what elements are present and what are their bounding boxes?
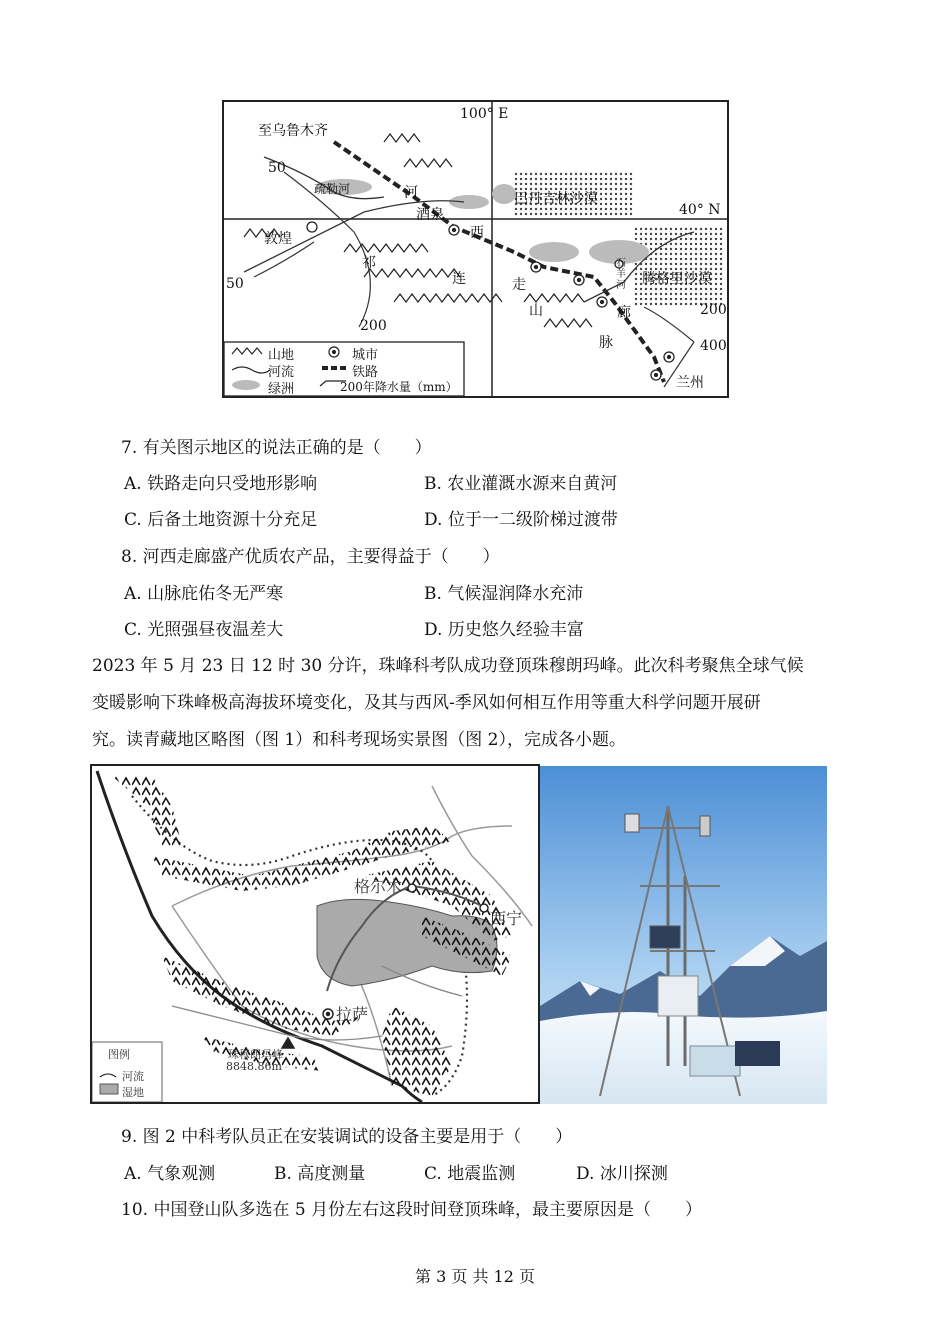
question-9-option-d[interactable]: D. 冰川探测 (576, 1164, 668, 1184)
xi-label: 西 (470, 225, 484, 241)
legend-wetland-label: 湿地 (122, 1086, 144, 1099)
question-10-stem: 10. 中国登山队多选在 5 月份左右这段时间登顶珠峰，最主要原因是（ ） (121, 1200, 703, 1220)
legend-city: 城市 (352, 348, 379, 363)
question-7-option-c[interactable]: C. 后备土地资源十分充足 (124, 510, 318, 530)
question-8-option-d[interactable]: D. 历史悠久经验丰富 (424, 620, 584, 640)
qinghai-tibet-map-graphic (92, 766, 538, 1102)
question-7-option-a[interactable]: A. 铁路走向只受地形影响 (124, 474, 318, 494)
question-7-option-b[interactable]: B. 农业灌溉水源来自黄河 (424, 474, 618, 494)
tengger-desert-label: 腾格里沙漠 (642, 271, 712, 287)
hexi-corridor-map (222, 100, 729, 398)
question-9-option-c[interactable]: C. 地震监测 (424, 1164, 516, 1184)
zou-label: 走 (512, 277, 526, 293)
question-9-option-a[interactable]: A. 气象观测 (124, 1164, 216, 1184)
badain-desert-label: 巴丹吉林沙漠 (514, 191, 598, 207)
latitude-label: 40° N (679, 202, 721, 218)
jiuquan-label: 酒泉 (416, 207, 444, 223)
lang-label: 廊 (617, 305, 631, 321)
isohyet-400-label: 400 (700, 338, 727, 354)
question-7-stem: 7. 有关图示地区的说法正确的是（ ） (121, 438, 432, 458)
field-station-photo-graphic (540, 766, 827, 1104)
passage (92, 648, 852, 759)
xining-label: 西宁 (490, 909, 523, 928)
everest-label: 珠穆朗玛峰 (228, 1048, 283, 1061)
isohyet-50-label: 50 (226, 276, 244, 292)
hexi-map-graphic (224, 102, 727, 396)
he-label: 河 (404, 185, 418, 201)
question-9-option-b[interactable]: B. 高度测量 (274, 1164, 366, 1184)
legend-river-label: 河流 (122, 1070, 144, 1083)
urumqi-label: 至乌鲁木齐 (258, 123, 328, 139)
passage-line: 变暖影响下珠峰极高海拔环境变化，及其与西风-季风如何相互作用等重大科学问题开展研 (92, 693, 761, 713)
longitude-label: 100° E (460, 106, 509, 122)
passage-line: 究。读青藏地区略图（图 1）和科考现场实景图（图 2），完成各小题。 (92, 730, 626, 750)
question-9-stem: 9. 图 2 中科考队员正在安装调试的设备主要是用于（ ） (121, 1127, 573, 1147)
legend-river: 河流 (268, 365, 295, 380)
question-8-stem: 8. 河西走廊盛产优质农产品，主要得益于（ ） (121, 547, 500, 567)
golmud-label: 格尔木 (354, 877, 403, 896)
passage-line: 2023 年 5 月 23 日 12 时 30 分许，珠峰科考队成功登顶珠穆朗玛峰。此次科考聚焦全球气候 (92, 656, 804, 676)
everest-height-label: 8848.86m (226, 1060, 282, 1073)
field-station-photo (540, 766, 827, 1104)
page-footer: 第 3 页 共 12 页 (415, 1267, 535, 1286)
legend-railway: 铁路 (352, 365, 379, 380)
isohyet-50-label: 50 (268, 160, 286, 176)
shiyang-river-label: 石羊河 (616, 258, 626, 291)
legend-title: 图例 (108, 1048, 130, 1061)
lian-label: 连 (452, 271, 466, 287)
shule-river-label: 疏勒河 (314, 182, 351, 196)
question-7-option-d[interactable]: D. 位于一二级阶梯过渡带 (424, 510, 618, 530)
legend-isohyet: 200年降水量（mm） (340, 380, 458, 394)
qinghai-tibet-map (90, 764, 540, 1104)
shan-label: 山 (529, 303, 543, 319)
legend-oasis: 绿洲 (268, 382, 295, 397)
question-8-option-b[interactable]: B. 气候湿润降水充沛 (424, 584, 584, 604)
question-8-option-c[interactable]: C. 光照强昼夜温差大 (124, 620, 284, 640)
legend-mountain: 山地 (268, 348, 295, 363)
isohyet-200-label: 200 (360, 318, 387, 334)
lhasa-label: 拉萨 (336, 1005, 369, 1024)
question-8-option-a[interactable]: A. 山脉庇佑冬无严寒 (124, 584, 284, 604)
isohyet-200-label: 200 (700, 302, 727, 318)
mai-label: 脉 (599, 335, 613, 351)
qi-label: 祁 (362, 255, 376, 271)
dunhuang-label: 敦煌 (264, 231, 292, 247)
lanzhou-label: 兰州 (676, 375, 704, 391)
